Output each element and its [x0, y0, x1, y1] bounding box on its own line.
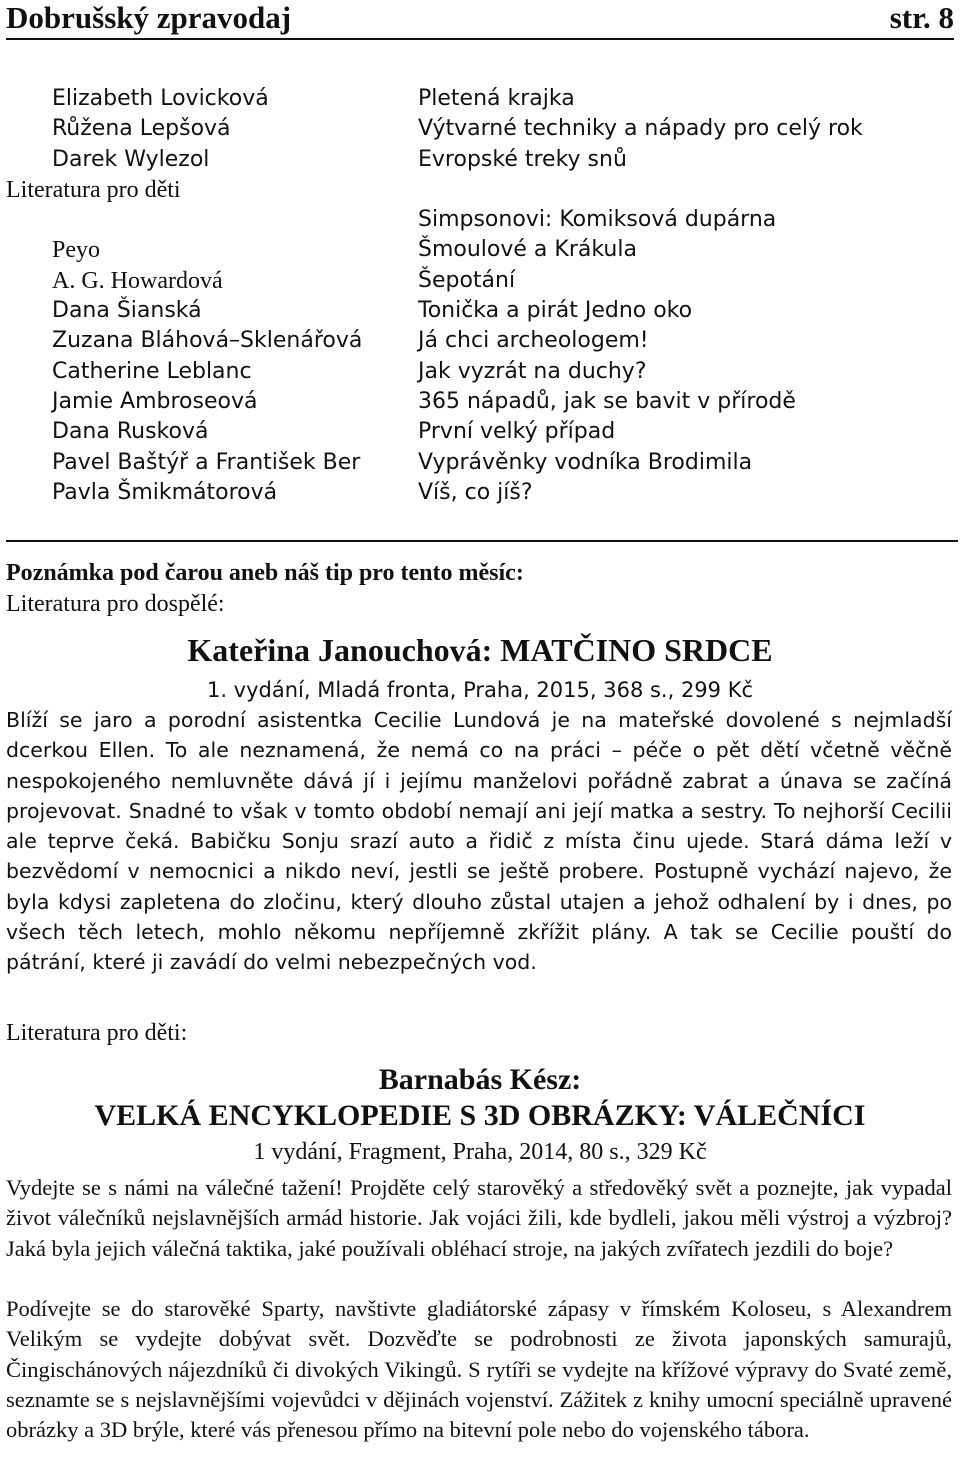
- list-item: Zuzana Bláhová–Sklenářová: [52, 328, 363, 354]
- book2-author: Barnabás Kész:: [378, 1063, 582, 1096]
- book2-description-1: Vydejte se s námi na válečné tažení! Projděte celý starověký a středověký svět a poznejte, jak vypadal život válečníků nejslavnějších armád historie. Jak vojáci žili, kde bydleli, jakou měli výstroj a výzbroj? Jaká byla jejich válečná taktika, jaké používali obléhací stroje, na jakých zvířatech jezdili do boje?: [6, 1175, 952, 1261]
- list-item: Dana Rusková: [52, 419, 209, 445]
- list-item: První velký případ: [418, 419, 616, 445]
- list-item: Já chci archeologem!: [418, 328, 649, 354]
- section-label-children: Literatura pro děti: [6, 176, 181, 203]
- list-item: Tonička a pirát Jedno oko: [418, 298, 693, 324]
- book1-title: Kateřina Janouchová: MATČINO SRDCE: [187, 632, 773, 668]
- list-item: A. G. Howardová: [52, 267, 223, 294]
- list-item: Vyprávěnky vodníka Brodimila: [418, 449, 753, 475]
- list-item: Šepotání: [418, 267, 516, 293]
- list-item: Peyo: [52, 237, 100, 264]
- book1-description: Blíží se jaro a porodní asistentka Cecilie Lundová je na mateřské dovolené s nejmladší dcerkou Ellen. To ale neznamená, že nemá co na práci – péče o pět dětí včetně věčně nespokojeného nemluvněte dává jí i jejímu manželovi pořádně zabrat a únava se začíná projevovat. Snadné to však v tomto období nemají ani její matka a sestry. To nejhorší Cecilii ale teprve čeká. Babičku Sonju srazí auto a řidič z místa činu ujede. Stará dáma leží v bezvědomí v nemocnici a nikdo neví, jestli se ještě probere. Postupně vychází najevo, že byla kdysi zapletena do zločinu, který dlouho zůstal utajen a jehož odhalení by i dnes, po všech těch letech, mohlo někomu nepříjemně zkřížit plány. A tak se Cecilie pouští do pátrání, které ji zavádí do velmi nebezpečných vod.: [6, 708, 952, 975]
- list-item: Šmoulové a Krákula: [418, 237, 637, 263]
- list-item: Výtvarné techniky a nápady pro celý rok: [418, 116, 863, 142]
- adult-literature-label: Literatura pro dospělé:: [6, 591, 225, 617]
- book2-publication-info: 1 vydání, Fragment, Praha, 2014, 80 s., 329 Kč: [253, 1139, 707, 1165]
- book2-title: VELKÁ ENCYKLOPEDIE S 3D OBRÁZKY: VÁLEČNÍCI: [94, 1099, 866, 1132]
- list-spacer: [418, 175, 958, 205]
- book-title-list: [418, 84, 958, 508]
- list-item: Víš, co jíš?: [418, 479, 533, 505]
- author-list: [0, 84, 400, 508]
- page-number: str. 8: [889, 0, 954, 35]
- list-item: Simpsonovi: Komiksová dupárna: [418, 207, 777, 233]
- section-divider: [6, 540, 958, 542]
- list-item: 365 nápadů, jak se bavit v přírodě: [418, 388, 796, 414]
- book2-description-2: Podívejte se do starověké Sparty, navštivte gladiátorské zápasy v římském Koloseu, s Alexandrem Velikým se vydejte dobývat svět. Dozvěďte se podrobnosti ze života japonských samurajů, Čingischánových nájezdníků či divokých Vikingů. S rytíři se vydejte na křížové výpravy do Svaté země, seznamte se s nejslavnějšími vojevůdci v dějinách vojenství. Zážitek z knihy umocní speciálně upravené obrázky a 3D brýle, které vás přenesou přímo na bitevní pole nebo do vojenského tábora.: [6, 1296, 952, 1443]
- book1-publication-info: 1. vydání, Mladá fronta, Praha, 2015, 368 s., 299 Kč: [206, 678, 754, 702]
- publication-title: Dobrušský zpravodaj: [6, 0, 292, 35]
- list-item: Jak vyzrát na duchy?: [418, 358, 647, 384]
- tip-heading: Poznámka pod čarou aneb náš tip pro tento měsíc:: [6, 560, 524, 586]
- page-header: [6, 0, 954, 40]
- list-item: Evropské treky snů: [418, 146, 627, 172]
- list-item: Pletená krajka: [418, 86, 575, 111]
- list-item: Elizabeth Lovicková: [52, 86, 269, 111]
- list-spacer: [0, 205, 400, 235]
- list-item: Catherine Leblanc: [52, 358, 252, 384]
- list-item: Dana Šianská: [52, 298, 202, 324]
- list-item: Jamie Ambroseová: [52, 388, 258, 414]
- children-literature-label: Literatura pro děti:: [6, 1020, 188, 1046]
- list-item: Růžena Lepšová: [52, 116, 231, 142]
- list-item: Pavel Baštýř a František Ber: [52, 449, 361, 475]
- list-item: Darek Wylezol: [52, 146, 210, 172]
- list-item: Pavla Šmikmátorová: [52, 479, 278, 505]
